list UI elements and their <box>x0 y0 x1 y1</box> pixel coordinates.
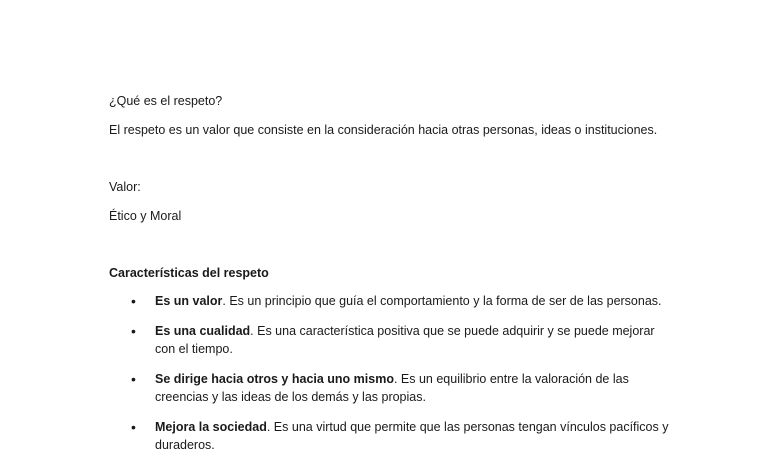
question-heading: ¿Qué es el respeto? <box>109 94 223 108</box>
item-title: Es una cualidad <box>155 324 251 338</box>
bullet-icon: • <box>131 293 136 309</box>
item-text: . Es un principio que guía el comportamiento y la forma de ser de las personas. <box>222 294 662 308</box>
list-item <box>109 418 685 454</box>
list-item <box>109 292 689 310</box>
list-item <box>109 322 675 358</box>
item-title: Se dirige hacia otros y hacia uno mismo <box>155 372 394 386</box>
item-text: . Es un equilibrio entre la valoración de las creencias y las ideas de los demás y las propias. <box>155 372 629 404</box>
bullet-icon: • <box>131 323 136 339</box>
characteristics-list <box>109 292 689 466</box>
bullet-icon: • <box>131 419 136 435</box>
definition-paragraph: El respeto es un valor que consiste en la consideración hacia otras personas, ideas o instituciones. <box>109 123 658 137</box>
item-text: . Es una característica positiva que se puede adquirir y se puede mejorar con el tiempo. <box>155 324 655 356</box>
valor-value: Ético y Moral <box>109 209 182 223</box>
characteristics-heading: Características del respeto <box>109 266 269 280</box>
item-text: . Es una virtud que permite que las personas tengan vínculos pacíficos y duraderos. <box>155 420 669 452</box>
valor-label: Valor: <box>109 180 141 194</box>
item-title: Es un valor <box>155 294 223 308</box>
list-item <box>109 370 655 406</box>
item-title: Mejora la sociedad <box>155 420 267 434</box>
bullet-icon: • <box>131 371 136 387</box>
